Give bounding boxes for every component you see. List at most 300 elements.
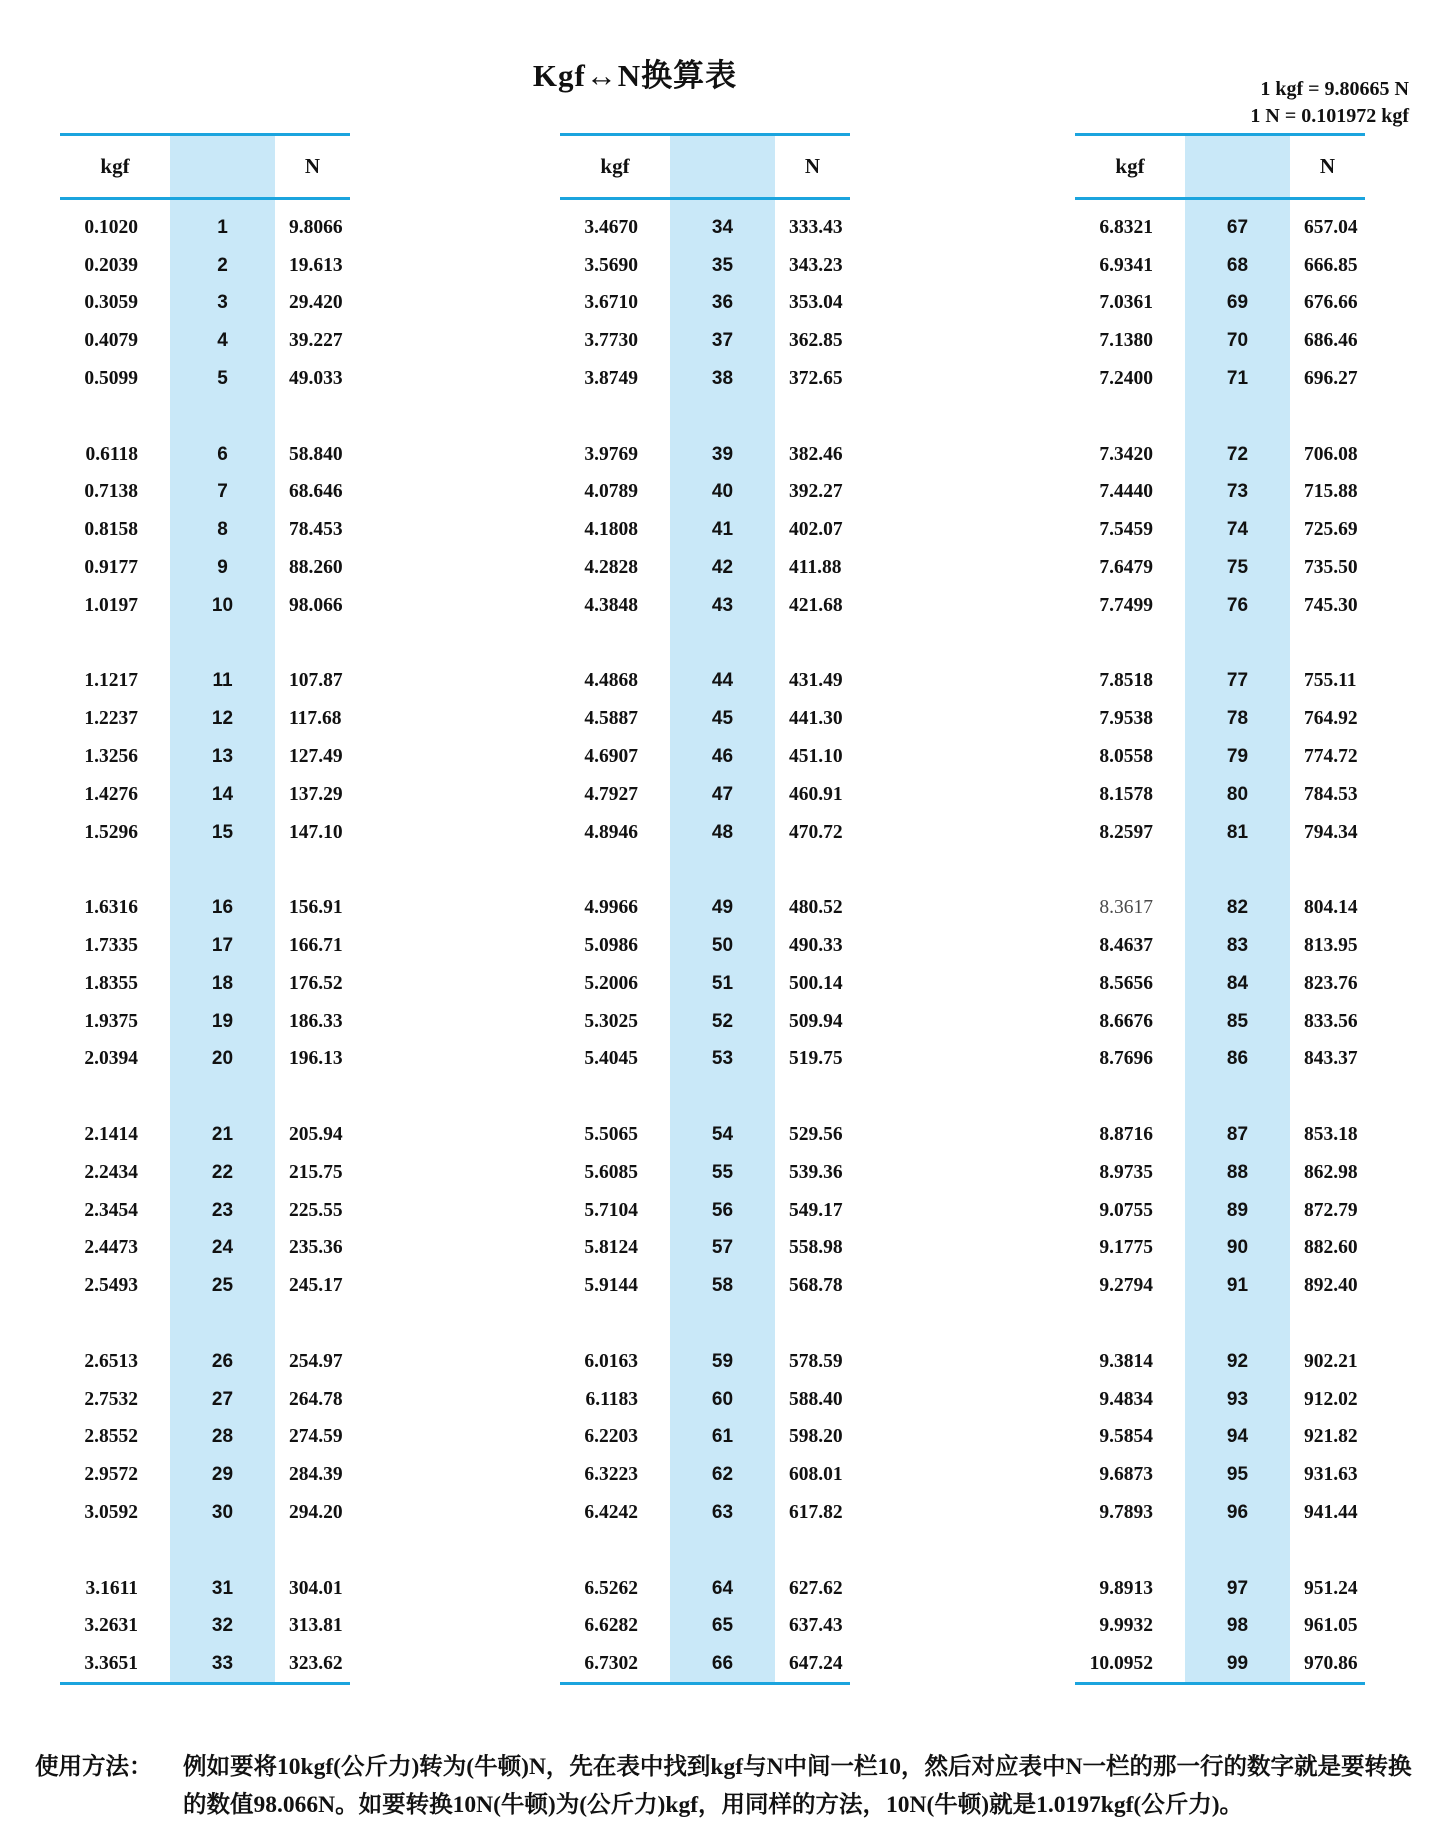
kgf-value: 4.4868 — [584, 670, 638, 692]
table-row — [560, 1645, 850, 1683]
index-value: 89 — [1226, 1199, 1249, 1221]
n-value: 853.18 — [1304, 1124, 1358, 1146]
table-row — [1075, 587, 1365, 625]
n-value: 912.02 — [1304, 1388, 1358, 1410]
kgf-value: 2.7532 — [84, 1388, 138, 1410]
n-value: 843.37 — [1304, 1048, 1358, 1070]
kgf-value: 2.8552 — [84, 1426, 138, 1448]
column-header-kgf: kgf — [1115, 154, 1145, 178]
table-row — [1075, 1494, 1365, 1532]
kgf-value: 0.6118 — [85, 443, 138, 465]
n-value: 617.82 — [789, 1501, 843, 1523]
table-body — [560, 200, 850, 1683]
index-value: 31 — [211, 1577, 234, 1599]
kgf-value: 1.3256 — [84, 746, 138, 768]
row-group-gap — [1075, 1078, 1365, 1116]
row-group-gap — [60, 1305, 350, 1343]
column-header-kgf: kgf — [600, 154, 630, 178]
kgf-value: 7.2400 — [1099, 368, 1153, 390]
kgf-value: 8.6676 — [1099, 1010, 1153, 1032]
table-row — [60, 738, 350, 776]
kgf-value: 7.9538 — [1099, 708, 1153, 730]
n-value: 961.05 — [1304, 1615, 1358, 1637]
n-value: 107.87 — [289, 670, 343, 692]
index-value: 51 — [711, 972, 734, 994]
kgf-value: 0.9177 — [84, 557, 138, 579]
table-row — [60, 1003, 350, 1041]
kgf-value: 5.6085 — [584, 1161, 638, 1183]
table-row — [560, 1494, 850, 1532]
index-value: 28 — [211, 1426, 234, 1448]
table-row — [60, 927, 350, 965]
table-row — [560, 1381, 850, 1419]
note-kgf-to-n: 1 kgf = 9.80665 N — [1260, 78, 1409, 100]
index-value: 61 — [711, 1426, 734, 1448]
n-value: 29.420 — [289, 292, 343, 314]
row-group-gap — [560, 852, 850, 890]
index-value: 19 — [211, 1010, 234, 1032]
index-value: 37 — [711, 330, 734, 352]
n-value: 774.72 — [1304, 746, 1358, 768]
index-value: 62 — [711, 1464, 734, 1486]
n-value: 323.62 — [289, 1653, 343, 1675]
index-value: 6 — [217, 443, 228, 465]
kgf-value: 1.1217 — [84, 670, 138, 692]
usage-line-2: 的数值98.066N。如要转换10N(牛顿)为(公斤力)kgf，用同样的方法，10N(牛顿)就是1.0197kgf(公斤力)。 — [183, 1792, 1244, 1818]
table-row — [1075, 1381, 1365, 1419]
column-header-n: N — [804, 154, 821, 178]
n-value: 372.65 — [789, 368, 843, 390]
kgf-value: 2.5493 — [84, 1275, 138, 1297]
n-value: 39.227 — [289, 330, 343, 352]
table-row — [60, 1494, 350, 1532]
kgf-value: 5.2006 — [584, 972, 638, 994]
index-value: 97 — [1226, 1577, 1249, 1599]
kgf-value: 10.0952 — [1089, 1653, 1153, 1675]
n-value: 402.07 — [789, 519, 843, 541]
table-row — [60, 322, 350, 360]
table-row — [560, 511, 850, 549]
index-value: 9 — [217, 557, 228, 579]
n-value: 706.08 — [1304, 443, 1358, 465]
kgf-value: 1.9375 — [84, 1010, 138, 1032]
kgf-value: 3.8749 — [584, 368, 638, 390]
kgf-value: 4.7927 — [584, 783, 638, 805]
table-row — [1075, 1456, 1365, 1494]
index-value: 43 — [711, 594, 734, 616]
kgf-value: 8.4637 — [1099, 935, 1153, 957]
n-value: 784.53 — [1304, 783, 1358, 805]
kgf-value: 3.5690 — [584, 254, 638, 276]
table-row — [1075, 511, 1365, 549]
kgf-value: 6.0163 — [584, 1350, 638, 1372]
n-value: 676.66 — [1304, 292, 1358, 314]
index-value: 29 — [211, 1464, 234, 1486]
kgf-value: 8.2597 — [1099, 821, 1153, 843]
n-value: 833.56 — [1304, 1010, 1358, 1032]
note-n-to-kgf: 1 N = 0.101972 kgf — [1250, 105, 1409, 127]
table-body — [1075, 200, 1365, 1683]
table-row — [1075, 814, 1365, 852]
table-row — [1075, 776, 1365, 814]
table-row — [60, 1116, 350, 1154]
kgf-value: 9.2794 — [1099, 1275, 1153, 1297]
table-row — [1075, 965, 1365, 1003]
kgf-value: 2.0394 — [84, 1048, 138, 1070]
kgf-value: 1.6316 — [84, 897, 138, 919]
table-row — [60, 1456, 350, 1494]
kgf-value: 1.0197 — [84, 594, 138, 616]
n-value: 127.49 — [289, 746, 343, 768]
n-value: 598.20 — [789, 1426, 843, 1448]
n-value: 804.14 — [1304, 897, 1358, 919]
index-value: 86 — [1226, 1048, 1249, 1070]
table-row — [560, 587, 850, 625]
index-value: 80 — [1226, 783, 1249, 805]
n-value: 98.066 — [289, 594, 343, 616]
index-value: 65 — [711, 1615, 734, 1637]
index-value: 68 — [1226, 254, 1249, 276]
n-value: 970.86 — [1304, 1653, 1358, 1675]
table-row — [560, 1343, 850, 1381]
n-value: 245.17 — [289, 1275, 343, 1297]
index-value: 42 — [711, 557, 734, 579]
table-row — [60, 1041, 350, 1079]
index-value: 99 — [1226, 1653, 1249, 1675]
index-value: 94 — [1226, 1426, 1249, 1448]
n-value: 647.24 — [789, 1653, 843, 1675]
kgf-value: 6.2203 — [584, 1426, 638, 1448]
row-group-gap — [60, 852, 350, 890]
kgf-value: 5.3025 — [584, 1010, 638, 1032]
kgf-value: 3.1611 — [85, 1577, 138, 1599]
n-value: 588.40 — [789, 1388, 843, 1410]
kgf-value: 7.1380 — [1099, 330, 1153, 352]
kgf-value: 9.4834 — [1099, 1388, 1153, 1410]
row-group-gap — [560, 1305, 850, 1343]
table-row — [1075, 436, 1365, 474]
kgf-value: 8.5656 — [1099, 972, 1153, 994]
n-value: 608.01 — [789, 1464, 843, 1486]
kgf-value: 9.0755 — [1099, 1199, 1153, 1221]
kgf-value: 4.9966 — [584, 897, 638, 919]
index-value: 12 — [211, 708, 234, 730]
n-value: 392.27 — [789, 481, 843, 503]
conversion-table-1 — [60, 133, 350, 1685]
index-value: 78 — [1226, 708, 1249, 730]
table-row — [1075, 1116, 1365, 1154]
kgf-value: 6.4242 — [584, 1501, 638, 1523]
table-row — [560, 889, 850, 927]
index-value: 20 — [211, 1048, 234, 1070]
kgf-value: 9.5854 — [1099, 1426, 1153, 1448]
n-value: 78.453 — [289, 519, 343, 541]
kgf-value: 1.5296 — [84, 821, 138, 843]
index-value: 54 — [711, 1124, 734, 1146]
table-row — [60, 1570, 350, 1608]
n-value: 58.840 — [289, 443, 343, 465]
n-value: 235.36 — [289, 1237, 343, 1259]
n-value: 755.11 — [1304, 670, 1357, 692]
kgf-value: 1.8355 — [84, 972, 138, 994]
n-value: 490.33 — [789, 935, 843, 957]
kgf-value: 3.3651 — [84, 1653, 138, 1675]
n-value: 186.33 — [289, 1010, 343, 1032]
kgf-value: 3.6710 — [584, 292, 638, 314]
table-row — [560, 738, 850, 776]
n-value: 343.23 — [789, 254, 843, 276]
kgf-value: 7.0361 — [1099, 292, 1153, 314]
table-row — [560, 285, 850, 323]
table-row — [1075, 738, 1365, 776]
kgf-value: 0.4079 — [84, 330, 138, 352]
index-value: 79 — [1226, 746, 1249, 768]
kgf-value: 4.1808 — [584, 519, 638, 541]
n-value: 205.94 — [289, 1124, 343, 1146]
table-row — [560, 965, 850, 1003]
column-header-n: N — [1319, 154, 1336, 178]
n-value: 19.613 — [289, 254, 343, 276]
table-row — [560, 927, 850, 965]
table-row — [560, 1230, 850, 1268]
table-row — [60, 1192, 350, 1230]
index-value: 24 — [211, 1237, 234, 1259]
table-row — [560, 1419, 850, 1457]
kgf-value: 5.0986 — [584, 935, 638, 957]
index-value: 55 — [711, 1161, 734, 1183]
n-value: 225.55 — [289, 1199, 343, 1221]
row-group-gap — [560, 398, 850, 436]
kgf-value: 2.3454 — [84, 1199, 138, 1221]
index-value: 96 — [1226, 1501, 1249, 1523]
index-value: 71 — [1226, 368, 1249, 390]
table-row — [560, 663, 850, 701]
index-value: 23 — [211, 1199, 234, 1221]
index-value: 41 — [711, 519, 734, 541]
table-body — [60, 200, 350, 1683]
kgf-value: 8.7696 — [1099, 1048, 1153, 1070]
n-value: 745.30 — [1304, 594, 1358, 616]
index-value: 75 — [1226, 557, 1249, 579]
kgf-value: 9.9932 — [1099, 1615, 1153, 1637]
index-value: 38 — [711, 368, 734, 390]
table-row — [60, 1645, 350, 1683]
kgf-value: 7.4440 — [1099, 481, 1153, 503]
n-value: 931.63 — [1304, 1464, 1358, 1486]
table-row — [1075, 1230, 1365, 1268]
kgf-value: 9.1775 — [1099, 1237, 1153, 1259]
index-value: 83 — [1226, 935, 1249, 957]
table-row — [60, 436, 350, 474]
table-row — [60, 209, 350, 247]
n-value: 147.10 — [289, 821, 343, 843]
table-row — [1075, 927, 1365, 965]
index-value: 21 — [211, 1124, 234, 1146]
table-row — [560, 1570, 850, 1608]
index-value: 7 — [217, 481, 228, 503]
kgf-value: 6.3223 — [584, 1464, 638, 1486]
kgf-value: 0.8158 — [84, 519, 138, 541]
kgf-value: 3.4670 — [584, 216, 638, 238]
index-value: 52 — [711, 1010, 734, 1032]
table-row — [60, 1381, 350, 1419]
index-value: 45 — [711, 708, 734, 730]
table-row — [60, 474, 350, 512]
table-row — [560, 474, 850, 512]
index-value: 82 — [1226, 897, 1249, 919]
n-value: 500.14 — [789, 972, 843, 994]
kgf-value: 5.8124 — [584, 1237, 638, 1259]
kgf-value: 2.6513 — [84, 1350, 138, 1372]
index-value: 49 — [711, 897, 734, 919]
table-row — [60, 889, 350, 927]
index-value: 15 — [211, 821, 234, 843]
usage-label: 使用方法： — [35, 1754, 153, 1780]
table-row — [60, 1267, 350, 1305]
index-value: 72 — [1226, 443, 1249, 465]
conversion-table-3 — [1075, 133, 1365, 1685]
index-value: 70 — [1226, 330, 1249, 352]
index-value: 8 — [217, 519, 228, 541]
n-value: 88.260 — [289, 557, 343, 579]
kgf-value: 4.8946 — [584, 821, 638, 843]
table-row — [1075, 549, 1365, 587]
table-row — [560, 209, 850, 247]
kgf-value: 1.4276 — [84, 783, 138, 805]
usage-line-1: 例如要将10kgf(公斤力)转为(牛顿)N，先在表中找到kgf与N中间一栏10，然后对应表中N一栏的那一行的数字就是要转换 — [183, 1754, 1412, 1780]
n-value: 431.49 — [789, 670, 843, 692]
kgf-value: 0.7138 — [84, 481, 138, 503]
row-group-gap — [60, 1532, 350, 1570]
n-value: 902.21 — [1304, 1350, 1358, 1372]
table-row — [1075, 1419, 1365, 1457]
n-value: 539.36 — [789, 1161, 843, 1183]
index-value: 47 — [711, 783, 734, 805]
index-value: 32 — [211, 1615, 234, 1637]
table-row — [560, 1154, 850, 1192]
kgf-value: 7.3420 — [1099, 443, 1153, 465]
index-value: 17 — [211, 935, 234, 957]
index-value: 30 — [211, 1501, 234, 1523]
kgf-value: 2.1414 — [84, 1124, 138, 1146]
n-value: 764.92 — [1304, 708, 1358, 730]
table-row — [560, 549, 850, 587]
index-value: 10 — [211, 594, 234, 616]
kgf-value: 4.3848 — [584, 594, 638, 616]
kgf-value: 6.9341 — [1099, 254, 1153, 276]
index-value: 63 — [711, 1501, 734, 1523]
n-value: 941.44 — [1304, 1501, 1358, 1523]
row-group-gap — [560, 1532, 850, 1570]
kgf-value: 7.6479 — [1099, 557, 1153, 579]
table-row — [1075, 285, 1365, 323]
table-row — [560, 1607, 850, 1645]
table-row — [560, 360, 850, 398]
kgf-value: 2.9572 — [84, 1464, 138, 1486]
index-value: 22 — [211, 1161, 234, 1183]
n-value: 304.01 — [289, 1577, 343, 1599]
kgf-value: 7.5459 — [1099, 519, 1153, 541]
index-value: 56 — [711, 1199, 734, 1221]
kgf-value: 3.0592 — [84, 1501, 138, 1523]
kgf-value: 6.1183 — [585, 1388, 638, 1410]
table-row — [1075, 1267, 1365, 1305]
table-row — [560, 1456, 850, 1494]
n-value: 725.69 — [1304, 519, 1358, 541]
row-group-gap — [60, 1078, 350, 1116]
n-value: 460.91 — [789, 783, 843, 805]
n-value: 549.17 — [789, 1199, 843, 1221]
table-row — [1075, 474, 1365, 512]
kgf-value: 3.9769 — [584, 443, 638, 465]
index-value: 64 — [711, 1577, 734, 1599]
n-value: 9.8066 — [289, 216, 343, 238]
n-value: 882.60 — [1304, 1237, 1358, 1259]
table-row — [60, 1607, 350, 1645]
kgf-value: 3.7730 — [584, 330, 638, 352]
n-value: 68.646 — [289, 481, 343, 503]
index-value: 14 — [211, 783, 234, 805]
index-value: 13 — [211, 746, 234, 768]
n-value: 176.52 — [289, 972, 343, 994]
n-value: 362.85 — [789, 330, 843, 352]
n-value: 294.20 — [289, 1501, 343, 1523]
row-group-gap — [1075, 625, 1365, 663]
table-row — [60, 1230, 350, 1268]
n-value: 382.46 — [789, 443, 843, 465]
table-row — [560, 1116, 850, 1154]
index-value: 46 — [711, 746, 734, 768]
row-group-gap — [1075, 852, 1365, 890]
kgf-value: 8.9735 — [1099, 1161, 1153, 1183]
n-value: 666.85 — [1304, 254, 1358, 276]
n-value: 274.59 — [289, 1426, 343, 1448]
table-row — [60, 700, 350, 738]
index-value: 11 — [212, 670, 233, 692]
n-value: 411.88 — [789, 557, 842, 579]
index-value: 74 — [1226, 519, 1249, 541]
index-value: 69 — [1226, 292, 1249, 314]
conversion-factors — [1250, 76, 1409, 130]
kgf-value: 9.8913 — [1099, 1577, 1153, 1599]
kgf-value: 0.1020 — [84, 216, 138, 238]
n-value: 872.79 — [1304, 1199, 1358, 1221]
index-value: 3 — [217, 292, 228, 314]
table-row — [560, 322, 850, 360]
kgf-value: 5.9144 — [584, 1275, 638, 1297]
table-row — [1075, 360, 1365, 398]
row-group-gap — [1075, 1305, 1365, 1343]
index-value: 44 — [711, 670, 734, 692]
n-value: 637.43 — [789, 1615, 843, 1637]
index-value: 48 — [711, 821, 734, 843]
table-row — [1075, 322, 1365, 360]
table-row — [1075, 1154, 1365, 1192]
n-value: 794.34 — [1304, 821, 1358, 843]
n-value: 519.75 — [789, 1048, 843, 1070]
table-row — [560, 1041, 850, 1079]
index-value: 1 — [217, 216, 228, 238]
kgf-value: 5.4045 — [584, 1048, 638, 1070]
index-value: 25 — [211, 1275, 234, 1297]
index-value: 59 — [711, 1350, 734, 1372]
table-row — [560, 1267, 850, 1305]
kgf-value: 4.2828 — [584, 557, 638, 579]
index-value: 26 — [211, 1350, 234, 1372]
kgf-value: 7.7499 — [1099, 594, 1153, 616]
kgf-value: 4.6907 — [584, 746, 638, 768]
table-row — [1075, 1343, 1365, 1381]
